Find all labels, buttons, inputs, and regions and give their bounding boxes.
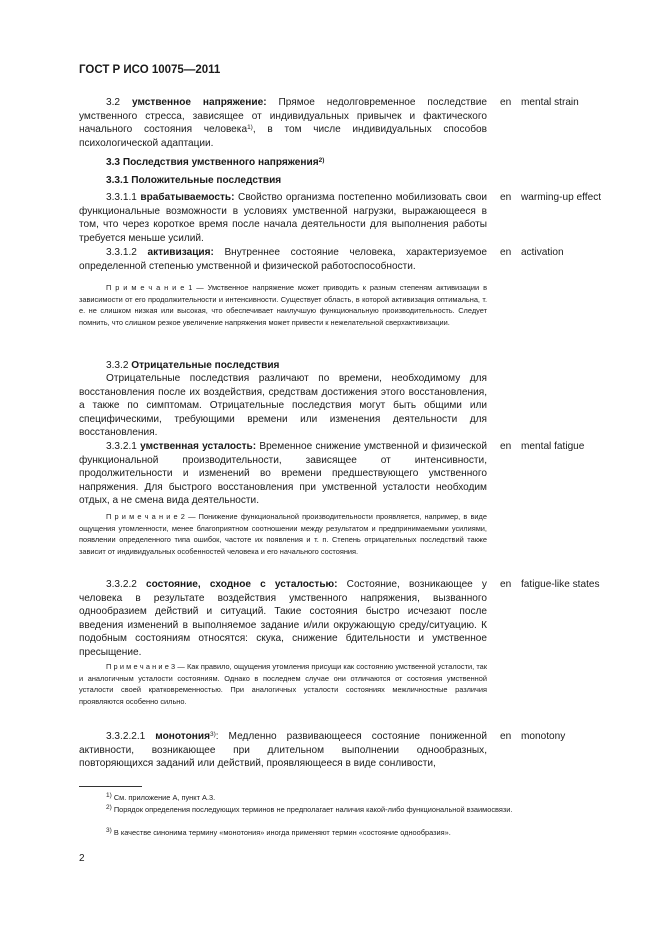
definition: Свойство организма постепенно мобилизовать свои функциональные возможности в условиях умственной нагрузки, выражающееся в том, что через короткое время после начала деятельности для выполнения работы требуется меньше усилий. <box>79 192 487 244</box>
definition: : Медленно развивающееся состояние пониженной активности, возникающее при длительном выполнении однообразных, повторяющихся заданий или действий, проявляющееся в виде сонливости, <box>79 731 487 769</box>
term: врабатываемость: <box>140 192 235 203</box>
en-equivalent-3-3-2-1: en mental fatigue <box>500 441 585 452</box>
en-term: mental strain <box>521 97 579 108</box>
term: активизация: <box>147 247 214 258</box>
definition-cont: , в том числе индивидуальных способов психологической адаптации. <box>79 124 488 149</box>
heading-3-3: 3.3 Последствия умственного напряжения$^{2)}$ <box>106 157 325 168</box>
entry-3-3-2-2-1: 3.3.2.2.1 монотония$^{3)}$: Медленно развивающееся состояние пониженной активности, возникающее при длительном выполнении однообразных, повторяющихся заданий или действий, проявляющееся в виде сонливости, <box>79 731 487 769</box>
footnote-3: $^{3)}$ В качестве синонима термину «монотония» иногда применяют термин «состояние однообразия». <box>106 827 451 837</box>
footnote-ref: 1) <box>247 124 253 131</box>
entry-number: 3.2 <box>106 97 121 108</box>
heading-3-3-1: 3.3.1 Положительные последствия <box>106 175 282 186</box>
en-term: mental fatigue <box>521 441 585 452</box>
en-equivalent-3-3-1-2: en activation <box>500 247 564 258</box>
en-term: warming-up effect <box>521 192 602 203</box>
definition: Временное снижение умственной и физической функциональной производительности, зависящее от интенсивности, продолжительности и изменений во времени предшествующего умственного напряжения. Для быстрого восстановления при умственной усталости необходим отдых, а не смена вида деятельности. <box>79 441 487 506</box>
heading-3-3-2: 3.3.2 Отрицательные последствия <box>106 360 280 371</box>
footnote-separator <box>79 786 142 787</box>
page-number: 2 <box>79 853 85 864</box>
en-term: fatigue-like states <box>521 579 600 590</box>
lang-code: en <box>500 97 512 108</box>
en-equivalent-3-3-1-1: en warming-up effect <box>500 192 602 203</box>
definition: Внутреннее состояние человека, характеризуемое определенной степенью умственной и физической работоспособности. <box>79 247 487 272</box>
footnote-1: $^{1)}$ См. приложение А, пункт А.3. <box>106 792 216 802</box>
entry-3-3-2-1: 3.3.2.1 умственная усталость: Временное снижение умственной и физической функциональной производительности, зависящее от интенсивности, продолжительности и изменений во времени предшествующего умственного напряжения. Для быстрого восстановления при умственной усталости необходим отдых, а не смена вида деятельности. <box>79 441 487 506</box>
footnote-ref: 2) <box>318 157 325 164</box>
entry-3-3-1-2: 3.3.1.2 активизация: Внутреннее состояние человека, характеризуемое определенной степенью умственной и физической работоспособности. <box>79 247 487 272</box>
entry-3-3-2-2: 3.3.2.2 состояние, сходное с усталостью: Состояние, возникающее у человека в результате воздействия умственного напряжения, вызванного однообразием действий и ситуаций. Такие состояния быстро исчезают после введения изменений в выполняемое задание и/или окружающую среду/ситуацию. К подобным состояниям относятся: скука, снижение бдительности и умственное пресыщение. <box>79 579 487 658</box>
en-equivalent-3-2 <box>500 96 640 110</box>
definition: Прямое недолговременное последствие умственного стресса, зависящее от индивидуальных привычек и фактического начального состояния человека <box>79 97 487 135</box>
entry-3-3-1-1: 3.3.1.1 врабатываемость: Свойство организма постепенно мобилизовать свои функциональные возможности в условиях умственной нагрузки, выражающееся в том, что через короткое время после начала деятельности для выполнения работы требуется меньше усилий. <box>79 192 487 244</box>
footnote-ref: 3) <box>209 731 216 738</box>
term: умственное напряжение: <box>131 97 267 108</box>
note-2: П р и м е ч а н и е 2 — Понижение функциональной производительности проявляется, например, в виде ощущения утомленности, менее благоприятном соотношении между результатом и предпринимаемыми усилиями, появлении определенного типа ошибок, частоте их появления и т. п. Степень отрицательных последствий также зависит от индивидуальных особенностей человека и его начального состояния. <box>79 512 487 556</box>
document-header: ГОСТ Р ИСО 10075—2011 <box>79 64 221 76</box>
en-equivalent-3-3-2-2-1: en monotony <box>500 731 566 742</box>
note-3: П р и м е ч а н и е 3 — Как правило, ощущения утомления присущи как состоянию умственной усталости, так и аналогичным усталости состояниям. Однако в последнем случае они отличаются от состояния умственной усталости своей кратковременностью. При аналогичных усталости состояниях межличностные различия проявляются особенно сильно. <box>79 662 487 706</box>
note-1: П р и м е ч а н и е 1 — Умственное напряжение может приводить к разным степеням активизации в зависимости от его продолжительности и интенсивности. Существует область, в которой активизация оптимальна, т. е. не слишком низкая или высокая, что обеспечивает наилучшую функциональную производительность. Следует помнить, что слишком резкое увеличение напряжения может привести к нежелательной сверхактивизации. <box>79 283 487 327</box>
en-term: activation <box>521 247 564 258</box>
term: монотония <box>155 731 210 742</box>
footnote-2: $^{2)}$ Порядок определения последующих терминов не предполагает наличия какой-либо функциональной взаимосвязи. <box>106 804 513 814</box>
en-term: monotony <box>521 731 566 742</box>
paragraph-3-3-2: Отрицательные последствия различают по времени, необходимому для восстановления после их воздействия, средствам достижения этого восстановления, а также по симптомам. Отрицательные последствия могут быть общими или специфическими, требующими времени или изменения деятельности для восстановления. <box>79 373 487 438</box>
term: умственная усталость: <box>140 441 257 452</box>
term: состояние, сходное с усталостью: <box>146 579 338 590</box>
definition: Состояние, возникающее у человека в результате воздействия умственного напряжения, вызванного однообразием действий и ситуаций. Такие состояния быстро исчезают после введения изменений в выполняемое задание и/или окружающую среду/ситуацию. К подобным состояниям относятся: скука, снижение бдительности и умственное пресыщение. <box>79 579 487 658</box>
en-equivalent-3-3-2-2: en fatigue-like states <box>500 579 600 590</box>
entry-3-2 <box>79 96 487 150</box>
